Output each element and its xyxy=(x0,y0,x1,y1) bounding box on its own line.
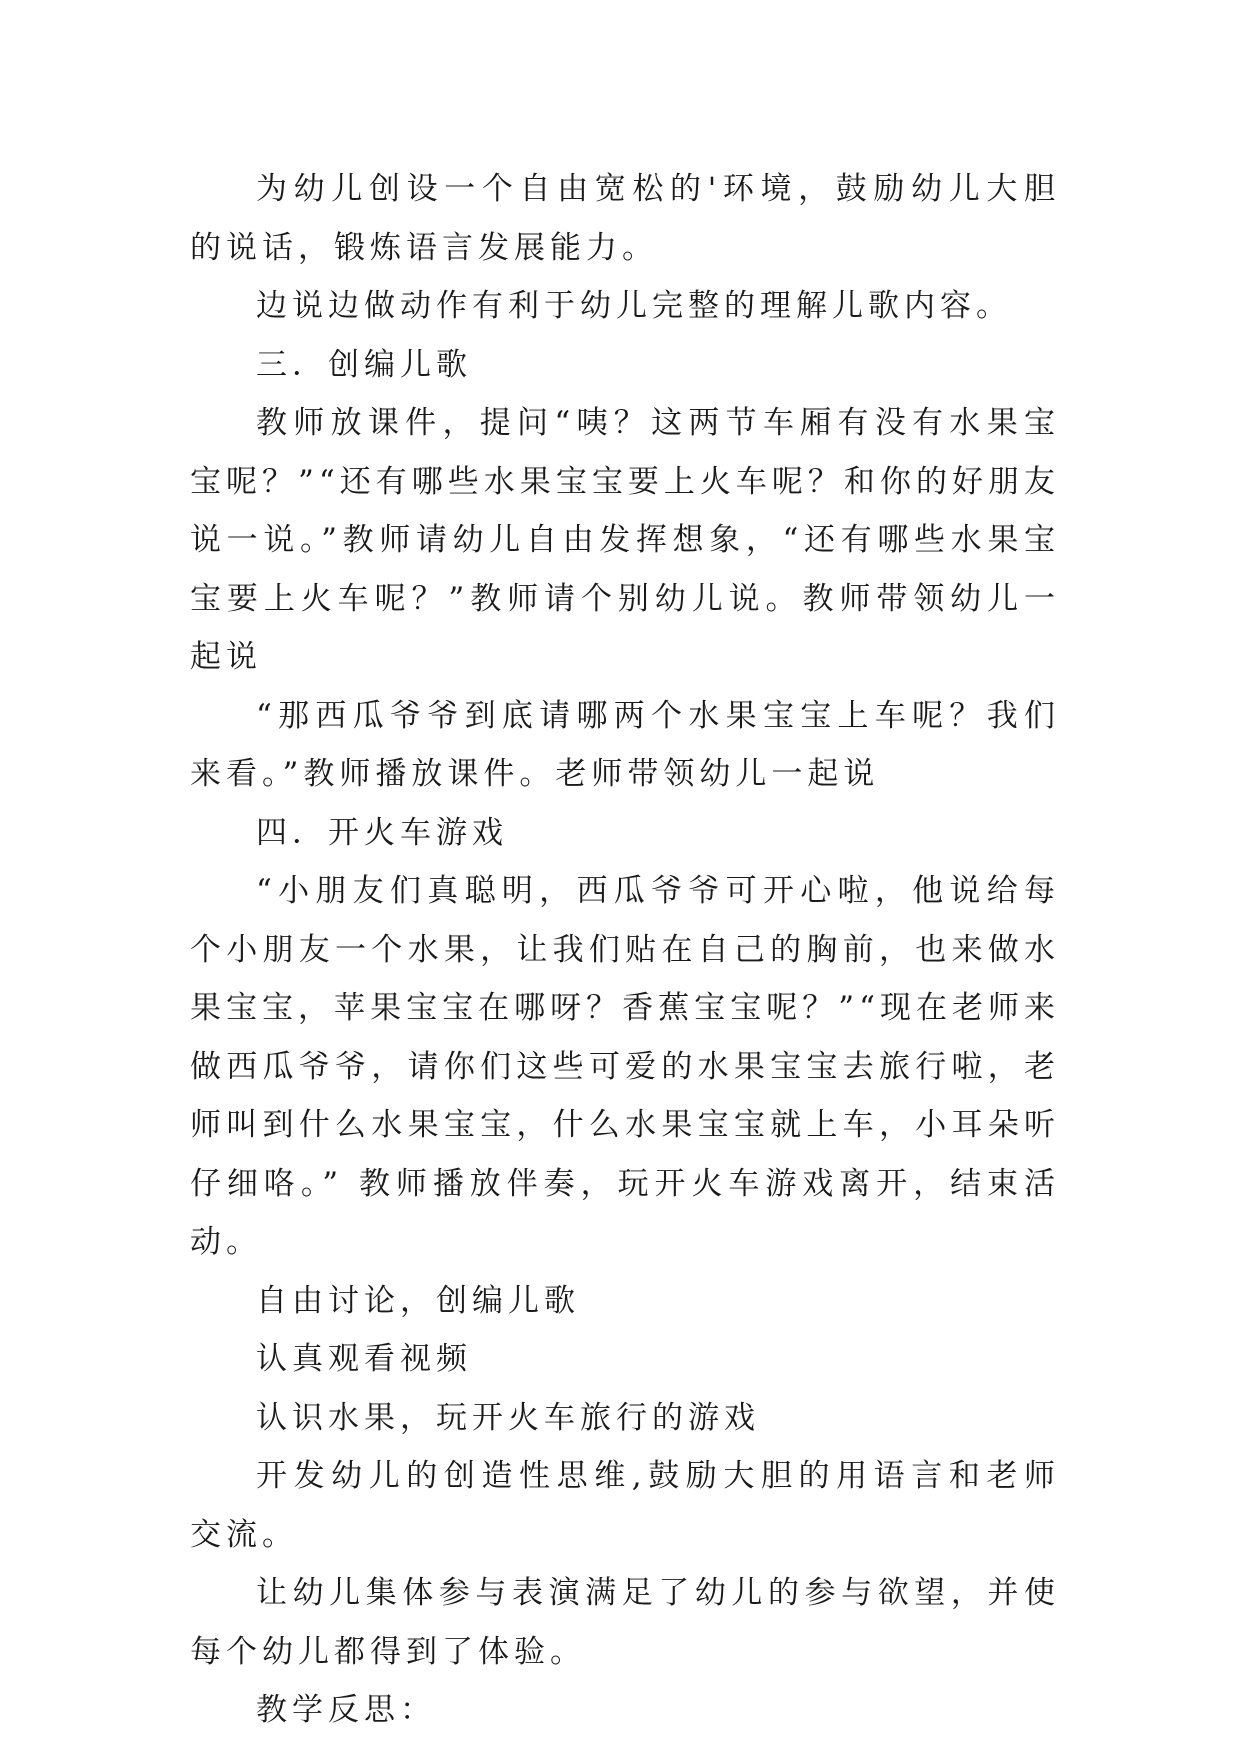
paragraph-train-game-description: “小朋友们真聪明，西瓜爷爷可开心啦，他说给每个小朋友一个水果，让我们贴在自己的胸前，也来做水果宝宝，苹果宝宝在哪呀？香蕉宝宝呢？”“现在老师来做西瓜爷爷，请你们这些可爱的水果宝宝去旅行啦，老师叫到什么水果宝宝，什么水果宝宝就上车，小耳朵听仔细咯。” 教师播放伴奏，玩开火车游戏离开，结束活动。 xyxy=(190,873,1060,1260)
paragraph-watch-video: 认真观看视频 xyxy=(256,1341,472,1377)
heading-train-game: 四．开火车游戏 xyxy=(256,814,508,851)
paragraph-know-fruits: 认识水果，玩开火车旅行的游戏 xyxy=(256,1399,760,1436)
paragraph-creative-thinking: 开发幼儿的创造性思维,鼓励大胆的用语言和老师交流。 xyxy=(190,1458,1060,1553)
paragraph-teacher-courseware: 教师放课件，提问“咦？这两节车厢有没有水果宝宝呢？”“还有哪些水果宝宝要上火车呢？和你的好朋友说一说。”教师请幼儿自由发挥想象，“还有哪些水果宝宝要上火车呢？”教师请个别幼儿说。教师带领幼儿一起说 xyxy=(190,405,1060,675)
heading-teaching-reflection: 教学反思： xyxy=(256,1692,436,1728)
paragraph-watermelon-grandpa: “那西瓜爷爷到底请哪两个水果宝宝上车呢？我们来看。”教师播放课件。老师带领幼儿一起说 xyxy=(190,697,1060,792)
document-body xyxy=(190,160,1060,1740)
paragraph-creating-environment: 为幼儿创设一个自由宽松的'环境，鼓励幼儿大胆的说话，锻炼语言发展能力。 xyxy=(190,171,1060,266)
heading-create-song: 三．创编儿歌 xyxy=(256,346,472,383)
paragraph-free-discussion: 自由讨论，创编儿歌 xyxy=(256,1282,580,1319)
paragraph-group-performance: 让幼儿集体参与表演满足了幼儿的参与欲望，并使每个幼儿都得到了体验。 xyxy=(190,1575,1060,1670)
paragraph-action-benefit: 边说边做动作有利于幼儿完整的理解儿歌内容。 xyxy=(256,288,1012,324)
